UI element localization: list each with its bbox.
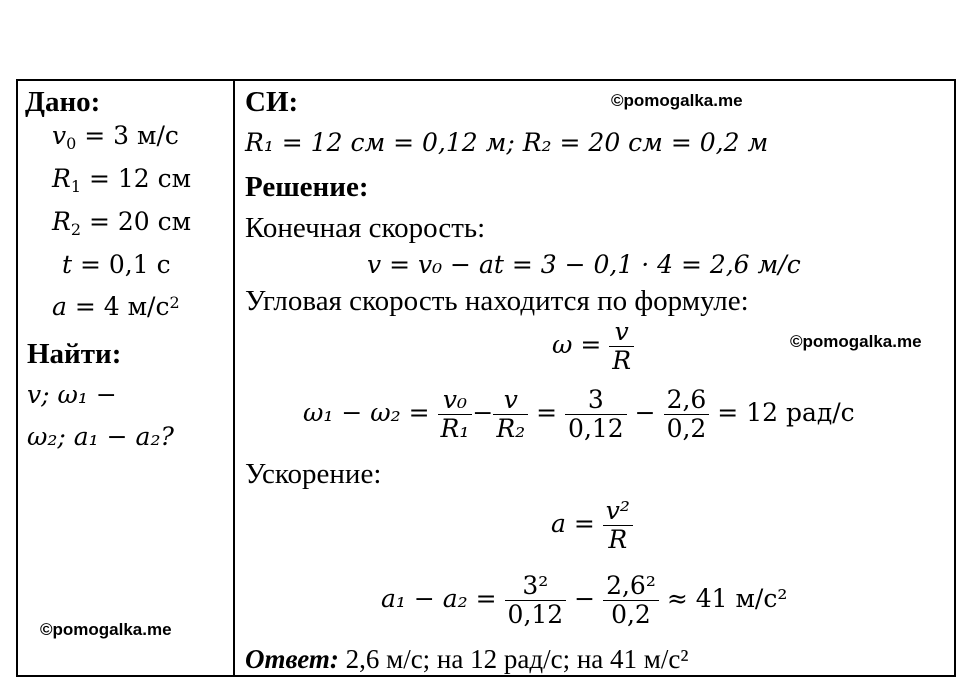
- given-t: [62, 252, 171, 277]
- given-r2-sub: 2: [70, 220, 82, 240]
- acceleration-label: Ускорение:: [245, 458, 382, 490]
- g1-den: 0,12: [505, 600, 567, 629]
- given-t-value: = 0,1 с: [72, 250, 171, 279]
- omega-lhs: ω =: [552, 330, 602, 359]
- watermark-bottom: ©pomogalka.me: [40, 620, 172, 639]
- omega-result: = 12 рад/с: [717, 398, 855, 427]
- acceleration-difference-equation: [381, 572, 787, 629]
- f2-den: R₂: [493, 414, 528, 443]
- given-t-symbol: t: [62, 250, 73, 279]
- watermark-top: ©pomogalka.me: [611, 91, 743, 110]
- a-num: v²: [605, 496, 630, 525]
- f3-den: 0,12: [565, 414, 627, 443]
- f4-num: 2,6: [666, 385, 707, 414]
- answer-line: [245, 646, 688, 673]
- minus-3: −: [574, 584, 596, 613]
- si-conversion: R₁ = 12 см = 0,12 м; R₂ = 20 см = 0,2 м: [245, 128, 769, 157]
- acceleration-fraction: [603, 497, 633, 554]
- a-den: R: [603, 525, 633, 554]
- f1-den: R₁: [438, 414, 473, 443]
- angular-speed-label: Угловая скорость находится по формуле:: [245, 285, 749, 317]
- g2-num: 2,6²: [606, 571, 656, 600]
- fraction-v0-r1: [438, 386, 473, 443]
- given-r2: [52, 207, 192, 240]
- given-a-sup: 2: [169, 292, 180, 312]
- find-line-1: v; ω₁ −: [27, 380, 117, 409]
- given-a-value: = 4 м/с: [66, 292, 170, 321]
- given-r2-value: = 20 см: [81, 207, 192, 236]
- find-line-2: ω₂; a₁ − a₂?: [27, 422, 174, 451]
- omega-num: v: [614, 317, 629, 346]
- column-divider: [233, 79, 235, 677]
- acceleration-result: ≈ 41 м/с²: [666, 584, 788, 613]
- minus-1: −: [472, 398, 494, 427]
- f4-den: 0,2: [664, 414, 710, 443]
- omega-den: R: [609, 346, 634, 375]
- a-lhs: a =: [551, 509, 595, 538]
- omega-fraction: [609, 318, 634, 375]
- si-title: СИ:: [245, 86, 299, 118]
- given-v0: [52, 121, 179, 154]
- given-r1-value: = 12 см: [81, 164, 192, 193]
- given-v0-value: = 3 м/с: [76, 121, 179, 150]
- fraction-262-02: [603, 572, 659, 629]
- answer-text: 2,6 м/с; на 12 рад/с; на 41 м/с²: [338, 644, 689, 674]
- a-diff-lhs: a₁ − a₂ =: [381, 584, 497, 613]
- equals-1: =: [536, 398, 558, 427]
- final-speed-label: Конечная скорость:: [245, 212, 486, 244]
- omega-diff-lhs: ω₁ − ω₂ =: [303, 398, 430, 427]
- g1-num: 3²: [522, 571, 549, 600]
- solution-title: Решение:: [245, 171, 369, 203]
- acceleration-formula: [551, 497, 633, 554]
- given-r1-symbol: R: [52, 164, 71, 193]
- final-speed-equation: v = v₀ − at = 3 − 0,1 · 4 = 2,6 м/с: [367, 250, 801, 279]
- fraction-26-02: [664, 386, 710, 443]
- f2-num: v: [503, 385, 518, 414]
- given-r2-symbol: R: [52, 207, 71, 236]
- minus-2: −: [634, 398, 656, 427]
- watermark-right: ©pomogalka.me: [790, 332, 922, 351]
- f1-num: v₀: [442, 385, 468, 414]
- omega-formula: [552, 318, 634, 375]
- given-r1: [52, 164, 192, 197]
- given-title: Дано:: [25, 86, 101, 118]
- given-r1-sub: 1: [70, 177, 82, 197]
- fraction-32-012: [505, 572, 567, 629]
- fraction-v-r2: [493, 386, 528, 443]
- given-v0-sub: 0: [66, 134, 77, 154]
- answer-label: Ответ:: [245, 644, 339, 674]
- given-a: [52, 294, 180, 319]
- fraction-3-012: [565, 386, 627, 443]
- f3-num: 3: [587, 385, 604, 414]
- given-v0-symbol: v: [52, 121, 67, 150]
- find-title: Найти:: [27, 338, 122, 370]
- given-a-symbol: a: [52, 292, 67, 321]
- g2-den: 0,2: [603, 600, 659, 629]
- omega-difference-equation: [303, 386, 855, 443]
